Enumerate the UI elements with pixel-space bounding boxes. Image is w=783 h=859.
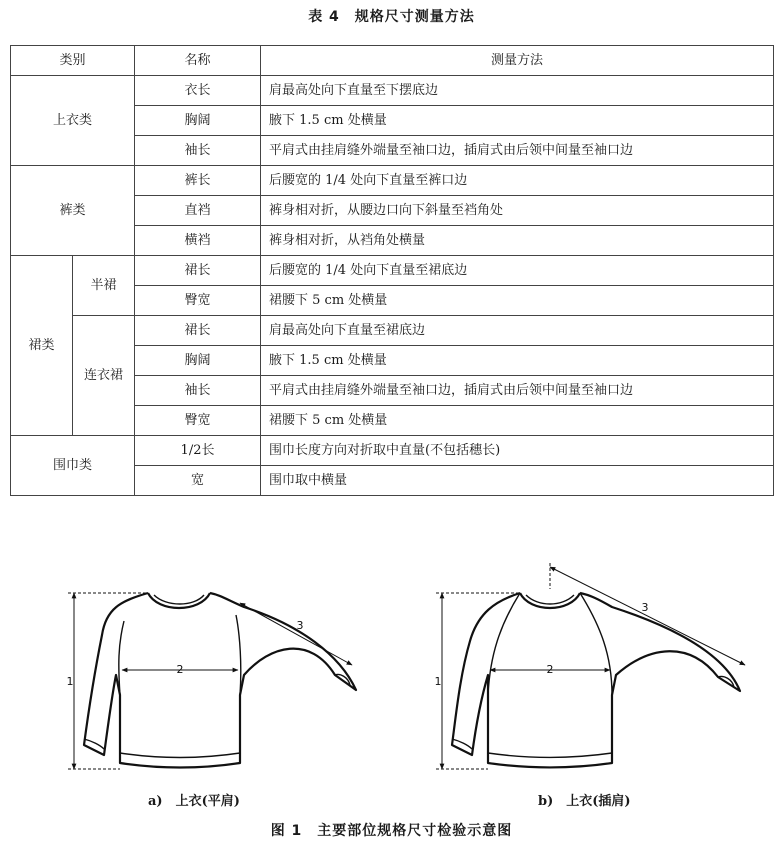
table-row	[11, 256, 774, 286]
item-name: 裤长	[135, 166, 261, 196]
table-title: 表 4 规格尺寸测量方法	[308, 9, 475, 25]
item-method: 裤身相对折，从腰边口向下斜量至裆角处	[261, 196, 774, 226]
item-method: 肩最高处向下直量至下摆底边	[261, 76, 774, 106]
sweater-set-in-drawing	[84, 593, 356, 768]
category-scarf: 围巾类	[11, 436, 135, 496]
item-name: 1/2长	[135, 436, 261, 466]
item-method: 围巾取中横量	[261, 466, 774, 496]
item-name: 宽	[135, 466, 261, 496]
item-name: 臀宽	[135, 286, 261, 316]
item-method: 裙腰下 5 cm 处横量	[261, 406, 774, 436]
item-method: 肩最高处向下直量至裙底边	[261, 316, 774, 346]
table-row	[11, 166, 774, 196]
table-row	[11, 316, 774, 346]
item-name: 胸阔	[135, 346, 261, 376]
item-method: 腋下 1.5 cm 处横量	[261, 106, 774, 136]
item-name: 裙长	[135, 316, 261, 346]
sweater-raglan-drawing	[452, 593, 740, 768]
subcaption-a: a) 上衣(平肩)	[148, 794, 240, 809]
dimension-lines-b	[436, 563, 745, 769]
item-name: 袖长	[135, 376, 261, 406]
item-method: 裙腰下 5 cm 处横量	[261, 286, 774, 316]
item-method: 围巾长度方向对折取中直量(不包括穗长)	[261, 436, 774, 466]
dimension-lines-a	[68, 593, 352, 769]
header-method: 测量方法	[261, 46, 774, 76]
item-name: 臀宽	[135, 406, 261, 436]
item-method: 后腰宽的 1/4 处向下直量至裙底边	[261, 256, 774, 286]
marker-sleeve-a: 3	[296, 619, 304, 632]
table-row	[11, 436, 774, 466]
marker-chest-a: 2	[176, 663, 184, 676]
subcategory-dress: 连衣裙	[73, 316, 135, 436]
item-name: 横裆	[135, 226, 261, 256]
item-method: 腋下 1.5 cm 处横量	[261, 346, 774, 376]
item-name: 胸阔	[135, 106, 261, 136]
marker-length-b: 1	[434, 675, 442, 688]
table-row	[11, 76, 774, 106]
marker-length-a: 1	[66, 675, 74, 688]
measurement-figure	[0, 545, 783, 785]
category-top: 上衣类	[11, 76, 135, 166]
item-method: 平肩式由挂肩缝外端量至袖口边，插肩式由后领中间量至袖口边	[261, 376, 774, 406]
item-method: 后腰宽的 1/4 处向下直量至裤口边	[261, 166, 774, 196]
item-name: 袖长	[135, 136, 261, 166]
item-method: 裤身相对折，从裆角处横量	[261, 226, 774, 256]
figure-caption: 图 1 主要部位规格尺寸检验示意图	[270, 823, 513, 839]
category-pants: 裤类	[11, 166, 135, 256]
marker-sleeve-b: 3	[641, 601, 649, 614]
table-header-row	[11, 46, 774, 76]
item-name: 衣长	[135, 76, 261, 106]
subcaption-b: b) 上衣(插肩)	[538, 794, 631, 809]
header-category: 类别	[11, 46, 135, 76]
item-name: 裙长	[135, 256, 261, 286]
header-name: 名称	[135, 46, 261, 76]
category-skirt: 裙类	[11, 256, 73, 436]
marker-chest-b: 2	[546, 663, 554, 676]
item-method: 平肩式由挂肩缝外端量至袖口边，插肩式由后领中间量至袖口边	[261, 136, 774, 166]
subcategory-half-skirt: 半裙	[73, 256, 135, 316]
spec-table	[10, 45, 774, 496]
item-name: 直裆	[135, 196, 261, 226]
